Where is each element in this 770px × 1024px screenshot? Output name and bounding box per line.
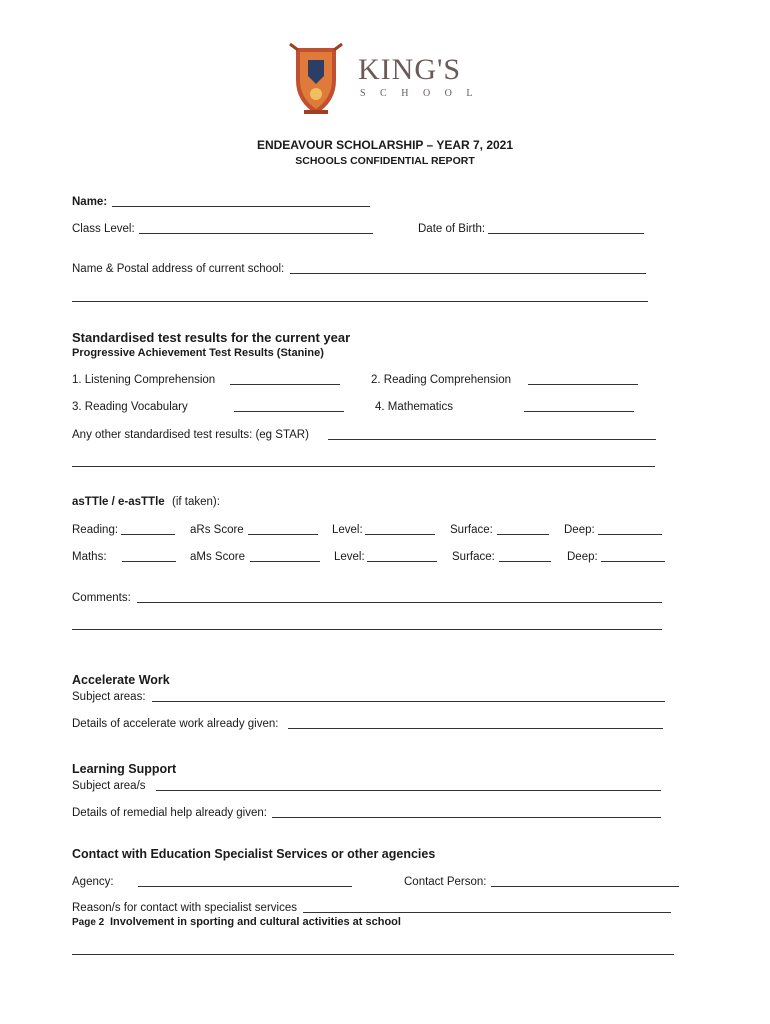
- reading-comp-label: 2. Reading Comprehension: [371, 374, 512, 386]
- reasons-field[interactable]: [303, 912, 671, 913]
- maths-level-field[interactable]: [367, 561, 437, 562]
- brand-subtitle: S C H O O L: [360, 88, 479, 99]
- form-subtitle: SCHOOLS CONFIDENTIAL REPORT: [295, 155, 475, 167]
- support-heading: Learning Support: [72, 762, 177, 776]
- asttle-heading: asTTle / e-asTTle: [72, 496, 165, 508]
- support-subject-label: Subject area/s: [72, 780, 146, 792]
- accelerate-subject-label: Subject areas:: [72, 691, 146, 703]
- maths-surface-label: Surface:: [452, 551, 495, 563]
- brand-name: KING'S: [358, 53, 462, 86]
- reading-surface-field[interactable]: [497, 534, 549, 535]
- comments-field-2[interactable]: [72, 629, 662, 630]
- maths-deep-field[interactable]: [601, 561, 665, 562]
- reading-deep-field[interactable]: [598, 534, 662, 535]
- reading-score-label: Reading:: [72, 524, 119, 536]
- accelerate-heading: Accelerate Work: [72, 673, 170, 687]
- dob-label: Date of Birth:: [418, 223, 486, 235]
- reading-surface-label: Surface:: [450, 524, 493, 536]
- reading-level-label: Level:: [332, 524, 363, 536]
- accelerate-subject-field[interactable]: [152, 701, 665, 702]
- comments-field[interactable]: [137, 602, 662, 603]
- other-tests-field-2[interactable]: [72, 466, 655, 467]
- other-tests-label: Any other standardised test results: (eg STAR): [72, 429, 309, 441]
- name-label: Name:: [72, 196, 108, 208]
- activities-field[interactable]: [72, 954, 674, 955]
- reading-vocab-field[interactable]: [234, 411, 344, 412]
- reading-level-field[interactable]: [365, 534, 435, 535]
- maths-surface-field[interactable]: [499, 561, 551, 562]
- other-tests-field[interactable]: [328, 439, 656, 440]
- contact-heading: Contact with Education Specialist Services or other agencies: [72, 847, 436, 861]
- contact-person-field[interactable]: [491, 886, 679, 887]
- ars-score-field[interactable]: [248, 534, 318, 535]
- reading-deep-label: Deep:: [564, 524, 595, 536]
- contact-person-label: Contact Person:: [404, 876, 487, 888]
- remedial-details-field[interactable]: [272, 817, 661, 818]
- support-subject-field[interactable]: [156, 790, 661, 791]
- page2-label: Page 2: [72, 917, 105, 928]
- reading-score-field[interactable]: [121, 534, 175, 535]
- agency-field[interactable]: [138, 886, 352, 887]
- maths-score-label: Maths:: [72, 551, 107, 563]
- school-crest-logo: [286, 40, 346, 118]
- school-address-label: Name & Postal address of current school:: [72, 263, 285, 275]
- comments-label: Comments:: [72, 592, 131, 604]
- class-level-label: Class Level:: [72, 223, 135, 235]
- dob-field[interactable]: [488, 233, 644, 234]
- listening-label: 1. Listening Comprehension: [72, 374, 216, 386]
- class-level-field[interactable]: [139, 233, 373, 234]
- accelerate-details-field[interactable]: [288, 728, 663, 729]
- maths-level-label: Level:: [334, 551, 365, 563]
- ars-score-label: aRs Score: [190, 524, 244, 536]
- remedial-details-label: Details of remedial help already given:: [72, 807, 267, 819]
- accelerate-details-label: Details of accelerate work already given:: [72, 718, 279, 730]
- reading-vocab-label: 3. Reading Vocabulary: [72, 401, 188, 413]
- maths-deep-label: Deep:: [567, 551, 598, 563]
- asttle-note: (if taken):: [172, 496, 220, 508]
- ams-score-field[interactable]: [250, 561, 320, 562]
- school-address-field[interactable]: [290, 273, 646, 274]
- reading-comp-field[interactable]: [528, 384, 638, 385]
- pat-subheading: Progressive Achievement Test Results (Stanine): [72, 347, 324, 359]
- agency-label: Agency:: [72, 876, 114, 888]
- tests-heading: Standardised test results for the current year: [72, 330, 351, 345]
- ams-score-label: aMs Score: [190, 551, 245, 563]
- mathematics-field[interactable]: [524, 411, 634, 412]
- maths-score-field[interactable]: [122, 561, 176, 562]
- reasons-label: Reason/s for contact with specialist services: [72, 902, 297, 914]
- mathematics-label: 4. Mathematics: [375, 401, 453, 413]
- listening-field[interactable]: [230, 384, 340, 385]
- form-title: ENDEAVOUR SCHOLARSHIP – YEAR 7, 2021: [256, 138, 514, 152]
- page2-heading: Involvement in sporting and cultural activities at school: [110, 916, 401, 928]
- name-field[interactable]: [112, 206, 370, 207]
- school-address-field-2[interactable]: [72, 301, 648, 302]
